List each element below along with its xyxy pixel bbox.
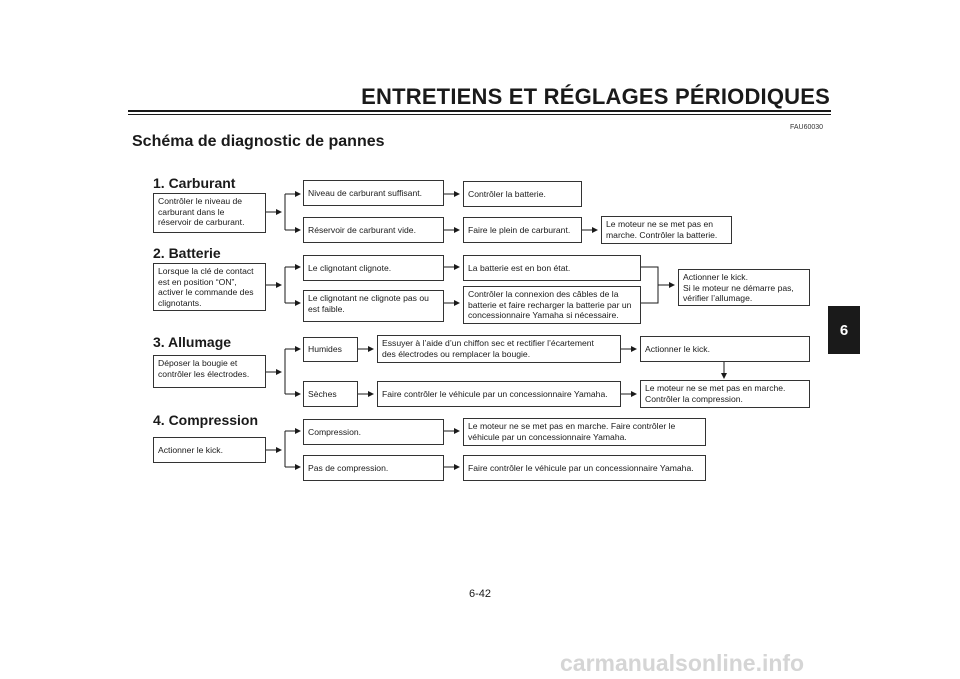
compression-cond-no: Pas de compression. <box>303 455 444 481</box>
batterie-result: Actionner le kick. Si le moteur ne démarre pas, vérifier l’allumage. <box>678 269 810 306</box>
section-title: Schéma de diagnostic de pannes <box>132 133 385 150</box>
carburant-cond-ok: Niveau de carburant suffisant. <box>303 180 444 206</box>
step-title-carburant: 1. Carburant <box>153 175 236 191</box>
step-title-allumage: 3. Allumage <box>153 334 232 350</box>
batterie-cond-weak: Le clignotant ne clignote pas ou est faible. <box>303 290 444 322</box>
allumage-result-kick: Actionner le kick. <box>640 336 810 362</box>
compression-cond-yes: Compression. <box>303 419 444 445</box>
watermark: carmanualsonline.info <box>560 650 805 676</box>
batterie-check-box: Lorsque la clé de contact est en position “ON”, activer le commande des clignotants. <box>153 263 266 311</box>
compression-check-box: Actionner le kick. <box>153 437 266 463</box>
carburant-result: Le moteur ne se met pas en marche. Contrôler la batterie. <box>601 216 732 244</box>
section-code: FAU60030 <box>790 124 824 131</box>
allumage-action-clean: Essuyer à l’aide d’un chiffon sec et rectifier l’écartement des électrodes ou remplacer la bougie. <box>377 335 621 363</box>
page-header-title: ENTRETIENS ET RÉGLAGES PÉRIODIQUES <box>361 84 830 109</box>
allumage-cond-dry: Sèches <box>303 381 358 407</box>
compression-action-dealer: Le moteur ne se met pas en marche. Faire contrôler le véhicule par un concessionnaire Yamaha. <box>463 418 706 446</box>
step-title-batterie: 2. Batterie <box>153 245 221 261</box>
batterie-action-recharge: Contrôler la connexion des câbles de la batterie et faire recharger la batterie par un concessionnaire Yamaha si nécessaire. <box>463 286 641 324</box>
carburant-action-refuel: Faire le plein de carburant. <box>463 217 582 243</box>
carburant-check-box: Contrôler le niveau de carburant dans le réservoir de carburant. <box>153 193 266 233</box>
allumage-cond-wet: Humides <box>303 337 358 362</box>
batterie-cond-blinks: Le clignotant clignote. <box>303 255 444 281</box>
carburant-action-ok: Contrôler la batterie. <box>463 181 582 207</box>
allumage-action-dealer: Faire contrôler le véhicule par un concessionnaire Yamaha. <box>377 381 621 407</box>
compression-action-dealer-2: Faire contrôler le véhicule par un concessionnaire Yamaha. <box>463 455 706 481</box>
allumage-check-box: Déposer la bougie et contrôler les électrodes. <box>153 355 266 388</box>
allumage-result-compression: Le moteur ne se met pas en marche. Contrôler la compression. <box>640 380 810 408</box>
page-number: 6-42 <box>468 588 492 600</box>
carburant-cond-empty: Réservoir de carburant vide. <box>303 217 444 243</box>
step-title-compression: 4. Compression <box>153 412 259 428</box>
batterie-action-ok: La batterie est en bon état. <box>463 255 641 281</box>
merge-line <box>641 267 658 303</box>
chapter-tab: 6 <box>828 306 860 354</box>
